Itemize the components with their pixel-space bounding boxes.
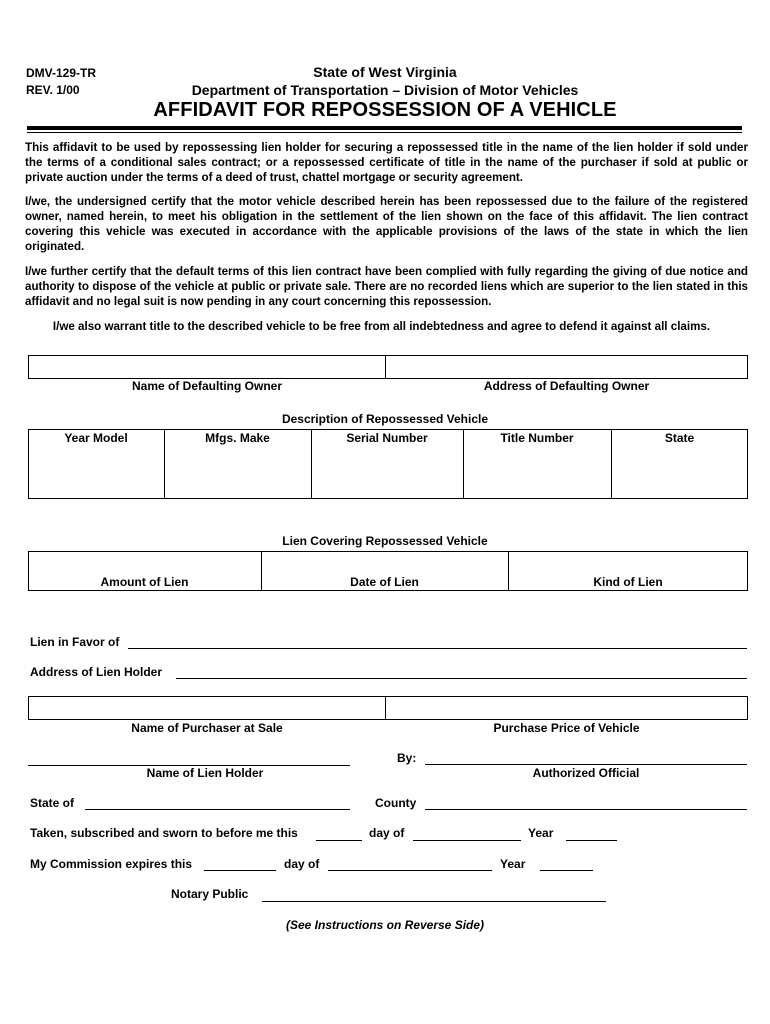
- lien-holder-address-input[interactable]: [176, 678, 747, 679]
- commission-month-input[interactable]: [328, 870, 492, 871]
- reverse-side-note: (See Instructions on Reverse Side): [285, 918, 485, 932]
- default-terms-paragraph: I/we further certify that the default terms of this lien contract have been complied with fully regarding the giving of due notice and authority to dispose of the vehicle at public or private sale. There are no recorded liens which are superior to the lien stated in this affidavit and no legal suit is now pending in any court concerning this repossession.: [25, 265, 748, 308]
- state-heading: State of West Virginia: [313, 64, 457, 80]
- commission-year-input[interactable]: [540, 870, 593, 871]
- page-title: AFFIDAVIT FOR REPOSSESSION OF A VEHICLE: [153, 99, 617, 121]
- vehicle-title-number-field[interactable]: [464, 449, 610, 498]
- form-revision: REV. 1/00: [26, 83, 80, 97]
- authorized-official-input[interactable]: [425, 764, 747, 765]
- defaulting-owner-name-label: Name of Defaulting Owner: [131, 379, 283, 393]
- title-rule-thin: [27, 132, 742, 133]
- purchaser-name-label: Name of Purchaser at Sale: [131, 721, 283, 735]
- purchaser-name-field[interactable]: [28, 696, 386, 720]
- sworn-month-input[interactable]: [413, 840, 521, 841]
- notary-public-label: Notary Public: [171, 887, 249, 901]
- certification-paragraph: I/we, the undersigned certify that the motor vehicle described herein has been repossessed due to the failure of the registered owner, named herein, to meet his obligation in the settlement of the lien shown on the face of this affidavit. The lien contract covering this vehicle was executed in accordance with the applicable provisions of the laws of the state in which the lien originated.: [25, 195, 748, 253]
- vehicle-state-field[interactable]: [612, 449, 747, 498]
- vehicle-year-model-header: Year Model: [64, 431, 128, 445]
- intro-paragraph: This affidavit to be used by repossessing lien holder for securing a repossessed title in the name of the lien holder if sold under the terms of a conditional sales contract; or a repossessed certificate of title in the name of the purchaser if sold at public or private auction under the terms of a deed of trust, chattel mortgage or security agreement.: [25, 141, 748, 184]
- lien-amount-label: Amount of Lien: [100, 575, 189, 589]
- vehicle-state-header: State: [664, 431, 695, 445]
- vehicle-make-header: Mfgs. Make: [205, 431, 270, 445]
- defaulting-owner-address-field[interactable]: [385, 355, 748, 379]
- county-input[interactable]: [425, 809, 747, 810]
- lien-holder-address-label: Address of Lien Holder: [30, 665, 163, 679]
- notary-signature-input[interactable]: [262, 901, 606, 902]
- sworn-year-label: Year: [528, 826, 554, 840]
- lien-section-title: Lien Covering Repossessed Vehicle: [282, 534, 488, 548]
- commission-year-label: Year: [500, 857, 526, 871]
- lien-in-favor-label: Lien in Favor of: [30, 635, 120, 649]
- sworn-day-input[interactable]: [316, 840, 362, 841]
- vehicle-serial-header: Serial Number: [346, 431, 428, 445]
- purchase-price-field[interactable]: [385, 696, 748, 720]
- commission-day-input[interactable]: [204, 870, 276, 871]
- vehicle-make-field[interactable]: [165, 449, 310, 498]
- purchase-price-label: Purchase Price of Vehicle: [493, 721, 640, 735]
- state-of-input[interactable]: [85, 809, 350, 810]
- vehicle-year-model-field[interactable]: [29, 449, 163, 498]
- warranty-paragraph: I/we also warrant title to the described vehicle to be free from all indebtedness and agree to defend it against all claims.: [52, 320, 711, 333]
- defaulting-owner-name-field[interactable]: [28, 355, 386, 379]
- commission-label: My Commission expires this: [30, 857, 193, 871]
- sworn-year-input[interactable]: [566, 840, 617, 841]
- form-number: DMV-129-TR: [26, 66, 97, 80]
- lien-amount-field[interactable]: [29, 552, 260, 572]
- defaulting-owner-address-label: Address of Defaulting Owner: [483, 379, 650, 393]
- lien-kind-field[interactable]: [509, 552, 747, 572]
- sworn-label: Taken, subscribed and sworn to before me this: [30, 826, 298, 840]
- commission-day-of-label: day of: [284, 857, 320, 871]
- vehicle-section-title: Description of Repossessed Vehicle: [281, 412, 489, 426]
- sworn-day-of-label: day of: [369, 826, 405, 840]
- lien-kind-label: Kind of Lien: [593, 575, 663, 589]
- vehicle-title-number-header: Title Number: [500, 431, 574, 445]
- by-label: By:: [397, 751, 417, 765]
- authorized-official-label: Authorized Official: [532, 766, 640, 780]
- state-of-label: State of: [30, 796, 75, 810]
- lien-holder-name-label: Name of Lien Holder: [146, 766, 264, 780]
- vehicle-serial-field[interactable]: [312, 449, 462, 498]
- lien-date-field[interactable]: [262, 552, 507, 572]
- lien-date-label: Date of Lien: [350, 575, 419, 589]
- lien-in-favor-input[interactable]: [128, 648, 747, 649]
- department-heading: Department of Transportation – Division of Motor Vehicles: [191, 82, 579, 98]
- title-rule-thick: [27, 126, 742, 130]
- county-label: County: [375, 796, 417, 810]
